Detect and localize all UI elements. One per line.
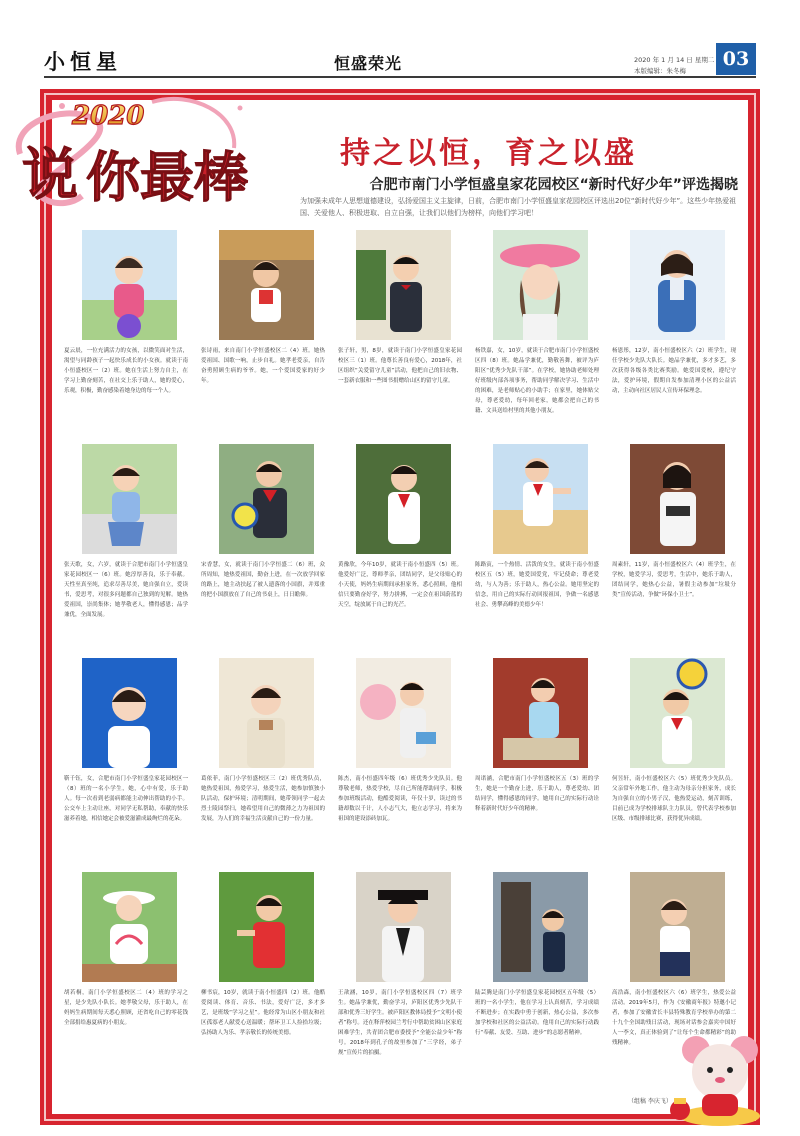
profile-card (336, 442, 463, 652)
student-photo (356, 444, 451, 554)
newspaper-logo: 小恒星 (44, 49, 122, 74)
section-title: 恒盛荣光 (334, 54, 403, 73)
profile-card (336, 228, 463, 438)
student-bio: 杨铁嘉，女，10岁，就读于合肥市南门小学恒盛校区四（8）班。她品学兼优，勤敬善舞，被评为庐阳区“优秀少先队干部”。在学校，她协助老师处理好班级内部各项事务，帮助同学解决学习、生活中的困难，是老师贴心的小助手；在家里，她体贴父母，尊老爱幼，每年回老家，她都会把自己的书籍、文具送给村里的其他小朋友。 (475, 348, 599, 414)
student-photo (356, 230, 451, 340)
article-title: 合肥市南门小学恒盛皇家花园校区“新时代好少年”评选揭晓 (369, 177, 738, 193)
student-bio: 黄豫欣，今年10岁，就读于南小恒盛四（5）班。他爱好广泛，尊师孝亲，团结同学，是父母贴心的小天使，妈妈生病期间承担家务，悉心照顾，他相信只要勤奋好学，努力拼搏，一定会在祖国蔚蓝的天空，绽放属于自己的光芒。 (338, 562, 462, 608)
issue-date: 2020 年 1 月 14 日 星期二 (634, 56, 715, 64)
profile-card (62, 228, 189, 438)
student-bio: 葛依菲，南门小学恒盛校区三（2）班优秀队员，她热爱祖国，热爱学习，热爱生活，她参加慎独小队活动，保护环境；清明期间，她带领同学一起去烈士陵园祭扫，她希望用自己的微薄之力为祖国的发展，为人们的幸福生活贡献自己的一份力量。 (201, 776, 325, 822)
masthead (0, 0, 800, 75)
student-photo (630, 444, 725, 554)
profile-card (199, 442, 326, 652)
student-photo (630, 872, 725, 982)
profile-card (62, 870, 189, 1080)
student-bio: 周素轩，11岁，南小恒盛校区六（4）班学生，在学校，她爱学习，爱思考，生活中，她乐于助人，团结同学，她热心公益，暑假主动参加“垃圾分类”宣传活动，争做“环保小卫士”。 (612, 562, 736, 598)
headline-slogan: 持之以恒，育之以盛 (340, 136, 637, 171)
student-photo (219, 444, 314, 554)
student-bio: 何昱轩，南小恒盛校区六（5）班优秀少先队员。父亲常年外地工作，他主动为母亲分担家务，成长为自强自立的小男子汉，他热爱运动，刻苦训练，目前已成为学校排球队主力队员，曾代表学校参加区级、市级排球比赛，获得优异成绩。 (612, 776, 736, 822)
student-photo (82, 872, 177, 982)
student-bio: 宋香慧，女，就读于南门小学恒盛二（6）班，众所周知，她热爱祖国，勤奋上进，在一次放学回家的路上，她主动扶起了被人遗落的小国旗，并郑重的把小国旗放在了自己的书桌上，日日瞻仰。 (201, 562, 325, 598)
profile-card (62, 442, 189, 652)
profile-card (336, 656, 463, 866)
student-bio: 张诗雨，来自南门小学恒盛校区二（4）班。她热爱祖国、国歌一响，止步自礼。她孝老爱亲，自告奋勇照顾生病的爷爷。她，一个爱国爱家的好少年。 (201, 348, 325, 384)
student-photo (493, 658, 588, 768)
student-photo (493, 230, 588, 340)
article-intro: 为加强未成年人思想道德建设，弘扬爱国主义主旋律，日前，合肥市南门小学恒盛皇家花园校区评选出20位“新时代好少年”。这些少年热爱祖国、关爱他人、积极进取、自立自强，让我们以他们为榜样，向他们学习吧！ (300, 197, 737, 217)
student-bio: 张天歌，女，六岁，就读于合肥市南门小学恒盛皇家花园校区一（6）班。她淳厚善良，乐于奉献。天性至真至纯，追求尽善尽美，她自强自立，爱读书，爱思考，对很多问题都自己独到的见解。她热爱祖国，崇尚集体；她孝敬老人，懂得感恩；品学兼优，全面发展。 (64, 562, 188, 618)
student-photo (630, 230, 725, 340)
profile-card (199, 870, 326, 1080)
student-photo (493, 872, 588, 982)
student-bio: 陈路寅，一个热情、活泼的女生，就读于南小恒盛校区五（5）班，她爱国爱党，牢记使命；尊老爱幼，与人为善；乐于助人，热心公益。她用坚定的信念，用自己的实际行动回报祖国，争做一名感恩社会、勇攀高峰的美德少年！ (475, 562, 599, 608)
student-bio: 高浩森，南小恒盛校区六（6）班学生，热爱公益活动。2019年5月，作为《安徽商年报》特邀小记者，参加了安徽省长丰县特殊教育学校举办的第二十九个全国助残日活动，现场对话参会嘉宾中国好人一李文，真正体验到了“让每个生命都精彩”的助残精神。 (612, 990, 736, 1046)
profile-card (473, 870, 600, 1080)
profile-card (199, 656, 326, 866)
profile-card (62, 656, 189, 866)
profile-card (610, 656, 737, 866)
student-bio: 张子轩，男，8岁，就读于南门小学恒盛皇家花园校区三（1）班。他尊长善良有爱心，2018年，社区组织“关爱留守儿童”活动，他把自己的旧衣物、一套新衣服和一些图书捐赠给山区的留守儿童。 (338, 348, 462, 384)
badge-main-words: 你最棒 (86, 145, 248, 209)
student-bio: 柳书宸，10岁，就读于南小恒盛四（2）班。他酷爱阅读、体育、音乐、书法，爱好广泛，多才多艺，是班级“学习之星”。他经常为山区小朋友和社区孤寡老人献爱心送温暖；帮环卫工人捡拾垃圾；弘扬助人为乐、孝亲敬长的传统美德。 (201, 990, 325, 1036)
student-photo (219, 230, 314, 340)
profile-card (199, 228, 326, 438)
article-credit: （组稿 李庆飞） (628, 1098, 672, 1105)
student-photo (356, 872, 451, 982)
student-bio: 周诺涵，合肥市南门小学恒盛校区五（3）班的学生，她是一个勤奋上进，乐于助人，尊老爱幼、团结同学，懂得感恩的同学。她用自己的实际行动诠释着新时代好少年的精神。 (475, 776, 599, 812)
student-photo (219, 658, 314, 768)
student-photo (82, 230, 177, 340)
page-number: 03 (716, 43, 756, 75)
student-bio: 夏云晨，一位充满活力的女孩，以微笑面对生活，渴望与同龄孩子一起快乐成长的小女孩。就读于南小恒盛校区一（2）班。她在生活上努力自主，在学习上勤奋刻苦，在社交上乐于助人，她的爱心，乐观，积极，勤奋感染着她身边的每一个人。 (64, 348, 188, 394)
student-photo (493, 444, 588, 554)
student-bio: 杨恩彤，12岁，南小恒盛校区六（2）班学生，现任学校少先队大队长。她品学兼优，多才多艺，多次获得各级各类比赛奖励。她爱国爱校，遵纪守法，爱护环境，假期自发参加清理小区的公益活动，主动向社区居民人宣传环保理念。 (612, 348, 736, 394)
award-badge (2, 84, 252, 224)
student-photo (356, 658, 451, 768)
masthead-divider (44, 76, 756, 78)
student-photo (219, 872, 314, 982)
profile-card (336, 870, 463, 1080)
student-photo (82, 444, 177, 554)
profile-card (473, 656, 600, 866)
student-bio: 胡若桐，南门小学恒盛校区二（4）班的学习之星，是少先队小队长。她孝敬父母，乐于助人，在妈妈生病期间每天悉心照顾，还省吃自己的零花钱全部捐给惠夏病的小朋友。 (64, 990, 188, 1026)
page-editor: 本版编辑：朱冬梅 (634, 67, 686, 75)
profile-card (473, 228, 600, 438)
student-bio: 陆芸腾是南门小学恒盛皇家花园校区五年级（5）班的一名小学生，他在学习上认真刻苦，学习成绩不断进步；在实践中勇于创新，热心公益，多次参加学校和社区的公益活动。他用自己的实际行动践行“奉献、友爱、互助、进步”的志愿者精神。 (475, 990, 599, 1036)
profile-grid (62, 228, 738, 1120)
student-bio: 靳千钰，女，合肥市南门小学恒盛皇家花园校区一（8）班的一名小学生，她，心中有爱，乐于助人。每一次看到老弱病都能主动伸出帮助的小手。公交车上主动让座，对同学无私帮助，奉献的快乐滋养着她，相信她定会被爱滋灌成最绚烂的花朵。 (64, 776, 188, 822)
profile-card (610, 228, 737, 438)
badge-year: 2020 (72, 101, 145, 131)
profile-card (473, 442, 600, 652)
rat-mascot-illustration (660, 1020, 770, 1130)
student-photo (630, 658, 725, 768)
badge-char-shuo: 说 (22, 142, 78, 208)
student-bio: 陈杰，南小恒盛四年级（6）班优秀少先队员。他尊敬老师，热爱学校，尽自己所能帮助同学，积极参加班级活动，他酷爱阅读，年仅十岁，读过的书籍却数以千计，人小志气大，他立志学习，将来为祖国的建设添砖加瓦。 (338, 776, 462, 822)
student-photo (82, 658, 177, 768)
student-bio: 王歆涵，10岁，南门小学恒盛校区四（7）班学生。她品学兼优，勤奋学习，庐阳区优秀少先队干部和优秀三好学生。被庐阳区教体局授予“文明小使者”称号。还在释萍校园兰考行中帮助贫困山区家庭困难学生，共青团合肥市委授予“全能公益少年”称号。2018年到孔子的故里参加了“三学经，弟子规”宣传片的拍摄。 (338, 990, 462, 1056)
profile-card (610, 442, 737, 652)
